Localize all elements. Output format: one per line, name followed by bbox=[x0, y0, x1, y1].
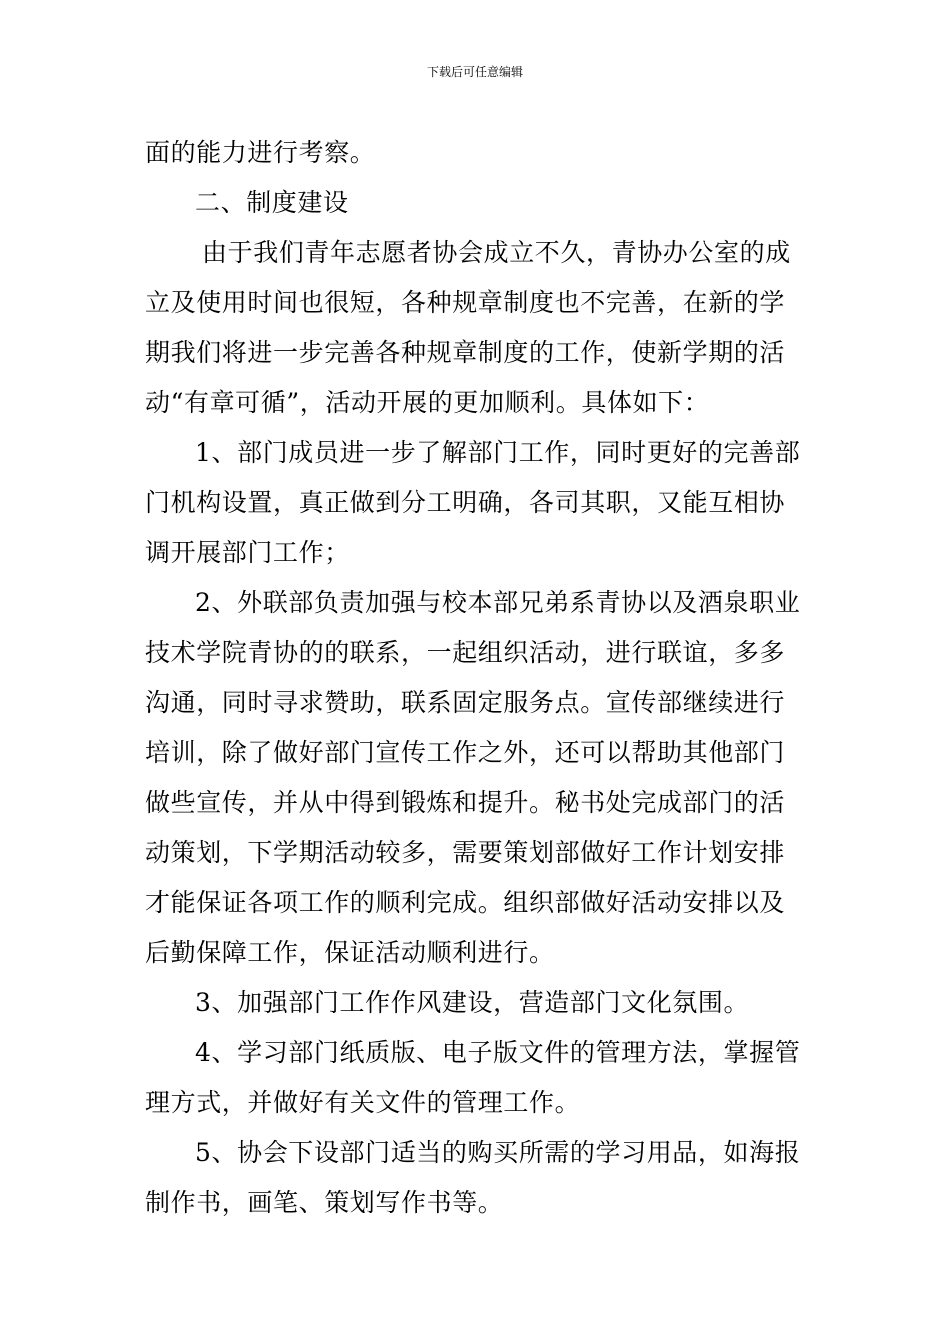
text-line: 动“有章可循”，活动开展的更加顺利。具体如下： bbox=[145, 388, 710, 417]
text-line: 立及使用时间也很短，各种规章制度也不完善，在新的学 bbox=[145, 288, 786, 317]
page-header: 下载后可任意编辑 bbox=[426, 65, 523, 79]
text-line: 调开展部门工作； bbox=[145, 538, 350, 567]
text-line: 后勤保障工作，保证活动顺利进行。 bbox=[145, 938, 555, 967]
text-line: 动策划，下学期活动较多，需要策划部做好工作计划安排 bbox=[145, 838, 786, 867]
text-line: 4、学习部门纸质版、电子版文件的管理方法，掌握管 bbox=[195, 1038, 801, 1067]
text-line: 1、部门成员进一步了解部门工作，同时更好的完善部 bbox=[195, 438, 801, 467]
text-line: 门机构设置，真正做到分工明确，各司其职，又能互相协 bbox=[145, 488, 786, 517]
text-line: 理方式，并做好有关文件的管理工作。 bbox=[145, 1088, 581, 1117]
document-body bbox=[145, 128, 810, 1228]
section-heading: 二、制度建设 bbox=[195, 188, 349, 217]
text-line: 技术学院青协的的联系，一起组织活动，进行联谊，多多 bbox=[145, 638, 786, 667]
text-line: 面的能力进行考察。 bbox=[145, 138, 376, 167]
text-line: 3、加强部门工作作风建设，营造部门文化氛围。 bbox=[195, 988, 750, 1017]
text-line: 期我们将进一步完善各种规章制度的工作，使新学期的活 bbox=[145, 338, 786, 367]
text-line: 5、协会下设部门适当的购买所需的学习用品，如海报 bbox=[195, 1138, 801, 1167]
text-line: 培训，除了做好部门宣传工作之外，还可以帮助其他部门 bbox=[145, 738, 786, 767]
text-line: 制作书，画笔、策划写作书等。 bbox=[145, 1188, 504, 1217]
text-line: 才能保证各项工作的顺利完成。组织部做好活动安排以及 bbox=[145, 888, 786, 917]
text-line: 由于我们青年志愿者协会成立不久，青协办公室的成 bbox=[202, 238, 791, 267]
text-line: 2、外联部负责加强与校本部兄弟系青协以及酒泉职业 bbox=[195, 588, 801, 617]
text-line: 沟通，同时寻求赞助，联系固定服务点。宣传部继续进行 bbox=[145, 688, 786, 717]
text-line: 做些宣传，并从中得到锻炼和提升。秘书处完成部门的活 bbox=[145, 788, 786, 817]
